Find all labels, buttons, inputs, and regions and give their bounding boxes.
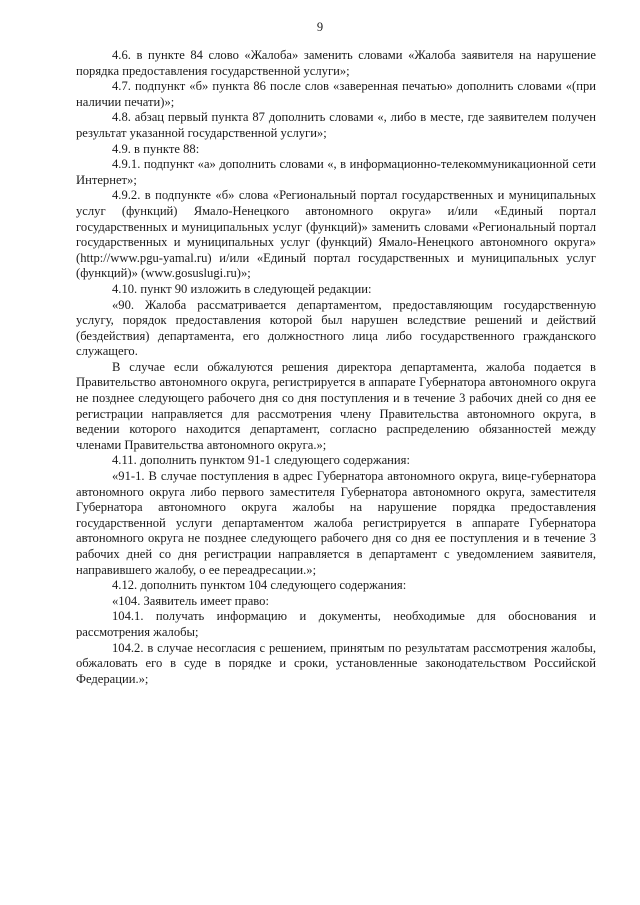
paragraph-90: «90. Жалоба рассматривается департаментом, предоставляющим государственную услугу, порядок предоставления которой был нарушен вследствие решений и действий (бездействия) департамента, его должностного лица либо государственного гражданского служащего.: [76, 297, 596, 359]
paragraph-4-8: 4.8. абзац первый пункта 87 дополнить словами «, либо в месте, где заявителем получен результат указанной государственной услуги»;: [76, 110, 596, 140]
paragraph-4-9-2: 4.9.2. в подпункте «б» слова «Региональный портал государственных и муниципальных услуг (функций) Ямало-Ненецкого автономного округа» и/или «Единый портал государственных и муниципальных услуг (функций)» заменить словами «Региональный портал государственных и муниципальных услуг (функций) Ямало-Ненецкого автономного округа» (http://www.pgu-yamal.ru) и/или «Единый портал государственных и муниципальных услуг (функций)» (www.gosuslugi.ru)»;: [76, 188, 596, 281]
paragraph-4-12: 4.12. дополнить пунктом 104 следующего содержания:: [112, 578, 407, 593]
document-body: [76, 48, 596, 687]
paragraph-4-6: 4.6. в пункте 84 слово «Жалоба» заменить словами «Жалоба заявителя на нарушение порядка предоставления государственной услуги»;: [76, 48, 596, 78]
paragraph-4-7: 4.7. подпункт «б» пункта 86 после слов «заверенная печатью» дополнить словами «(при наличии печати)»;: [76, 79, 596, 109]
paragraph-104: «104. Заявитель имеет право:: [112, 593, 269, 608]
paragraph-104-1: 104.1. получать информацию и документы, необходимые для обоснования и рассмотрения жалобы;: [76, 609, 596, 639]
paragraph-4-11: 4.11. дополнить пунктом 91-1 следующего содержания:: [112, 453, 410, 468]
paragraph-91-1: «91-1. В случае поступления в адрес Губернатора автономного округа, вице-губернатора автономного округа либо первого заместителя Губернатора автономного округа, заместителя Губернатора автономного округа жалобы на нарушение порядка предоставления государственной услуги департаментом жалоба регистрируется в аппарате Губернатора автономного округа не позднее следующего рабочего дня со дня ее поступления и в течение 3 рабочих дней со дня регистрации направляется в департамент с уведомлением заявителя, направившего жалобу, о ее переадресации.»;: [76, 469, 596, 577]
paragraph-4-9-1: 4.9.1. подпункт «а» дополнить словами «, в информационно-телекоммуникационной сети Интернет»;: [76, 157, 596, 187]
paragraph-104-2: 104.2. в случае несогласия с решением, принятым по результатам рассмотрения жалобы, обжаловать его в суде в порядке и сроки, установленные законодательством Российской Федерации.»;: [76, 640, 596, 686]
page-number: 9: [316, 20, 324, 34]
paragraph-4-9: 4.9. в пункте 88:: [112, 141, 200, 156]
paragraph-4-10: 4.10. пункт 90 изложить в следующей редакции:: [112, 281, 372, 296]
paragraph-90-continued: В случае если обжалуются решения директора департамента, жалоба подается в Правительство автономного округа, регистрируется в аппарате Губернатора автономного округа не позднее следующего рабочего дня со дня поступления и в течение 3 рабочих дней со дня ее регистрации направляется для рассмотрения члену Правительства автономного округа, в ведении которого находится департамент, согласно распределению обязанностей между членами Правительства автономного округа.»;: [76, 359, 596, 452]
